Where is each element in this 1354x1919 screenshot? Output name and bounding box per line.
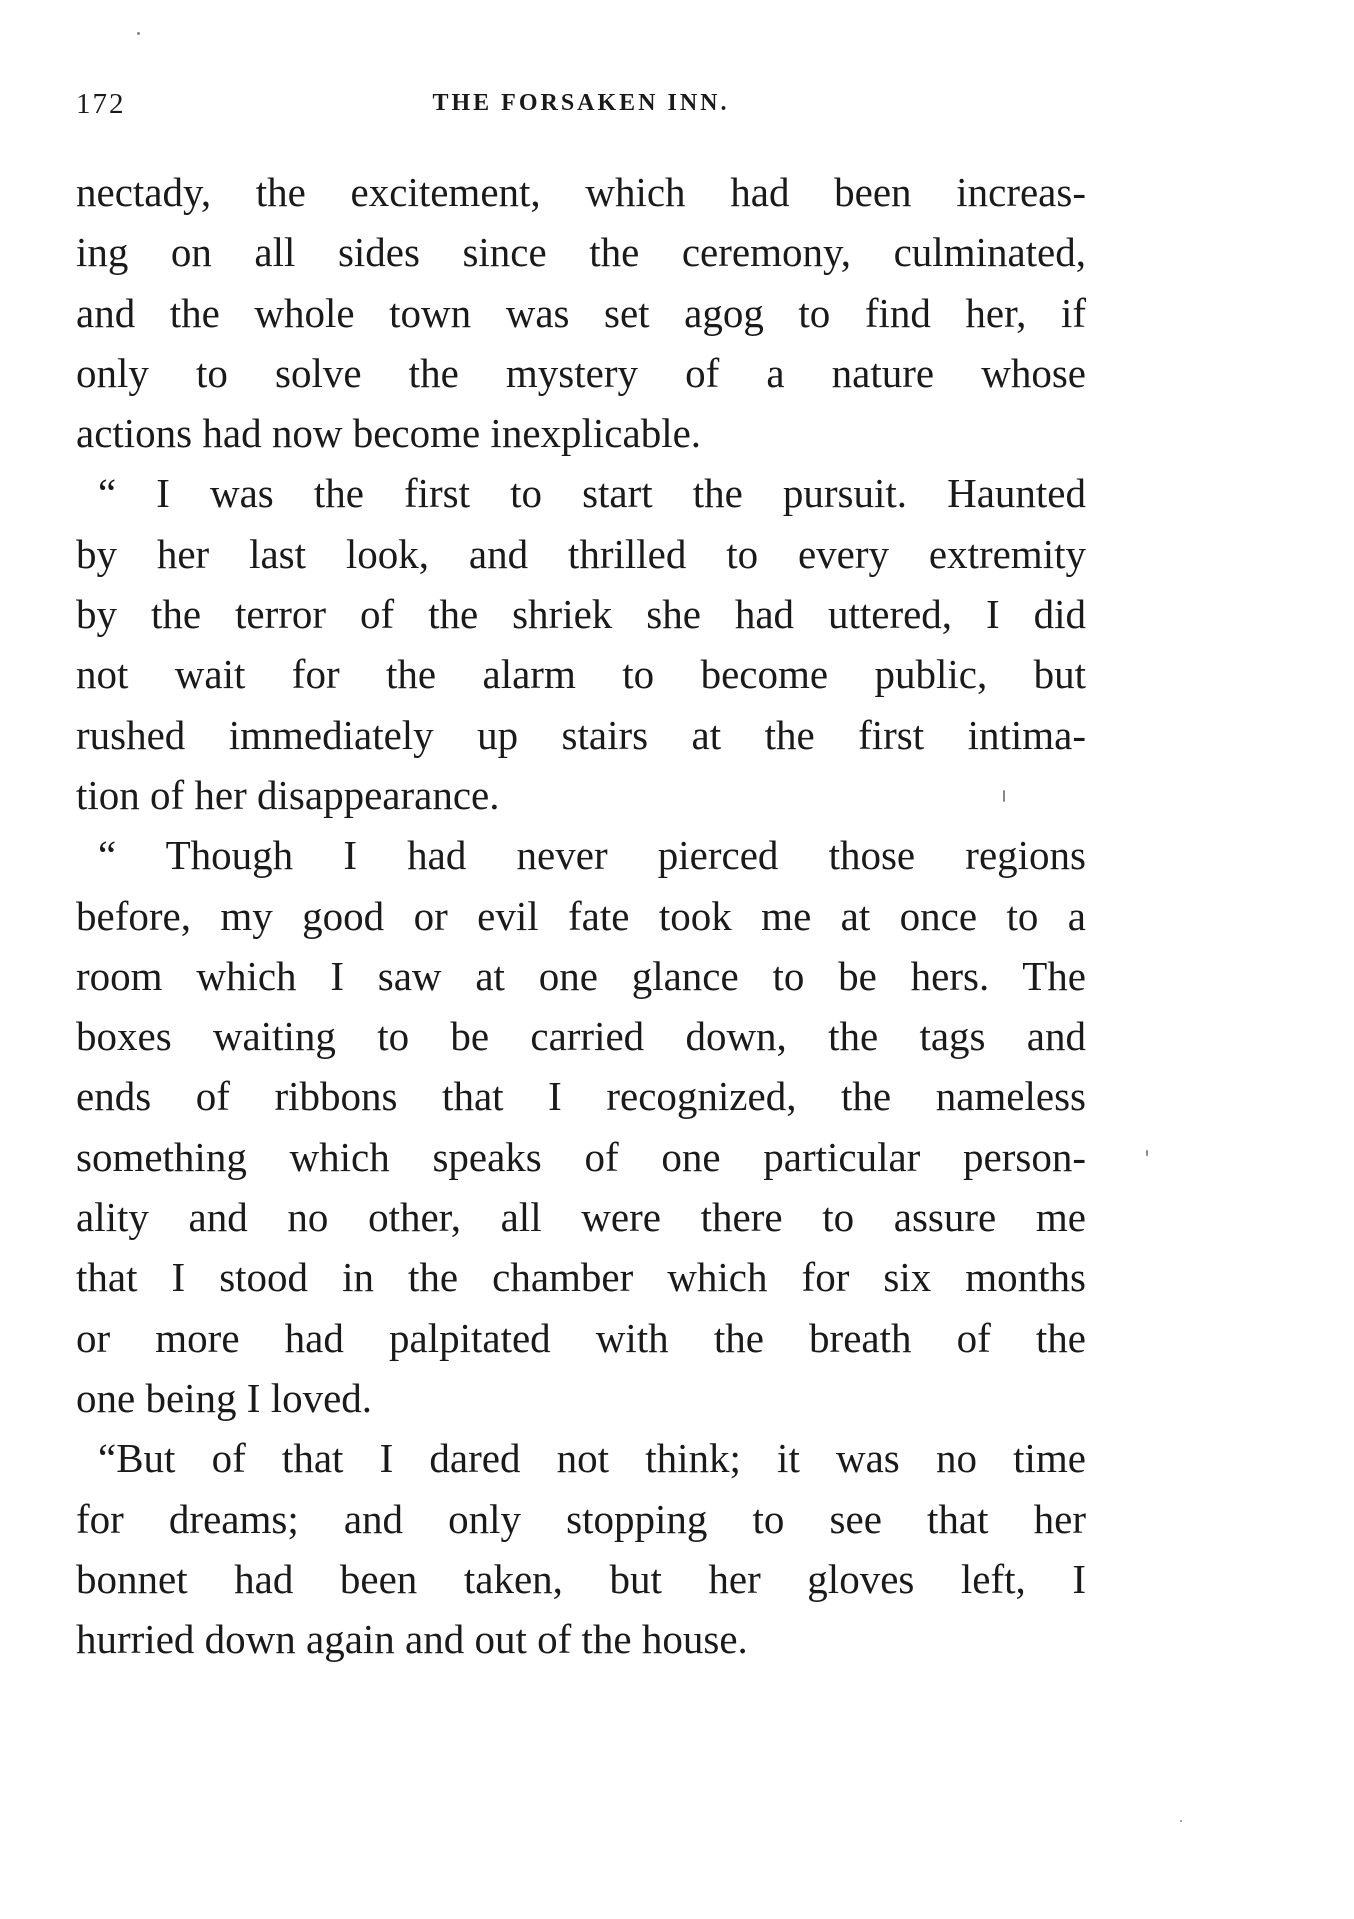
text-line: ing on all sides since the ceremony, culminated, — [76, 229, 1086, 276]
text-line: only to solve the mystery of a nature whose — [76, 349, 1086, 396]
text-line: or more had palpitated with the breath of the — [76, 1314, 1086, 1361]
text-line: by her last look, and thrilled to every extremity — [76, 530, 1086, 577]
text-line: boxes waiting to be carried down, the tags and — [76, 1013, 1086, 1060]
text-line: actions had now become inexplicable. — [76, 410, 702, 457]
text-line: rushed immediately up stairs at the first intima- — [76, 711, 1086, 758]
text-line: “But of that I dared not think; it was no time — [98, 1435, 1086, 1482]
scan-speck — [1180, 1820, 1182, 1822]
scan-speck — [137, 32, 140, 35]
paragraph-4 — [76, 1428, 1086, 1669]
scan-speck — [1146, 1150, 1148, 1156]
text-line: before, my good or evil fate took me at once to a — [76, 892, 1086, 939]
text-line: ends of ribbons that I recognized, the nameless — [76, 1073, 1086, 1120]
text-line: “ Though I had never pierced those regions — [98, 832, 1086, 879]
text-line: nectady, the excitement, which had been increas- — [76, 169, 1086, 215]
running-head — [76, 88, 1086, 128]
text-line: one being I loved. — [76, 1374, 373, 1421]
scan-speck — [1003, 790, 1005, 802]
running-title: THE FORSAKEN INN. — [432, 90, 730, 116]
text-line: tion of her disappearance. — [76, 771, 500, 818]
text-line: that I stood in the chamber which for six months — [76, 1254, 1086, 1301]
body-text — [76, 162, 1086, 1669]
text-line: ality and no other, all were there to assure me — [76, 1194, 1086, 1241]
page-number: 172 — [76, 88, 126, 120]
text-line: something which speaks of one particular person- — [76, 1133, 1086, 1180]
text-line: bonnet had been taken, but her gloves left, I — [76, 1555, 1086, 1602]
text-line: not wait for the alarm to become public, but — [76, 651, 1086, 698]
paragraph-3 — [76, 825, 1086, 1428]
text-line: and the whole town was set agog to find her, if — [76, 289, 1086, 336]
text-line: by the terror of the shriek she had uttered, I did — [76, 591, 1086, 638]
text-line: hurried down again and out of the house. — [76, 1616, 748, 1663]
paragraph-1 — [76, 162, 1086, 463]
text-line: “ I was the first to start the pursuit. Haunted — [98, 470, 1086, 517]
text-line: room which I saw at one glance to be hers. The — [76, 952, 1086, 999]
text-line: for dreams; and only stopping to see that her — [76, 1495, 1086, 1542]
paragraph-2 — [76, 463, 1086, 825]
